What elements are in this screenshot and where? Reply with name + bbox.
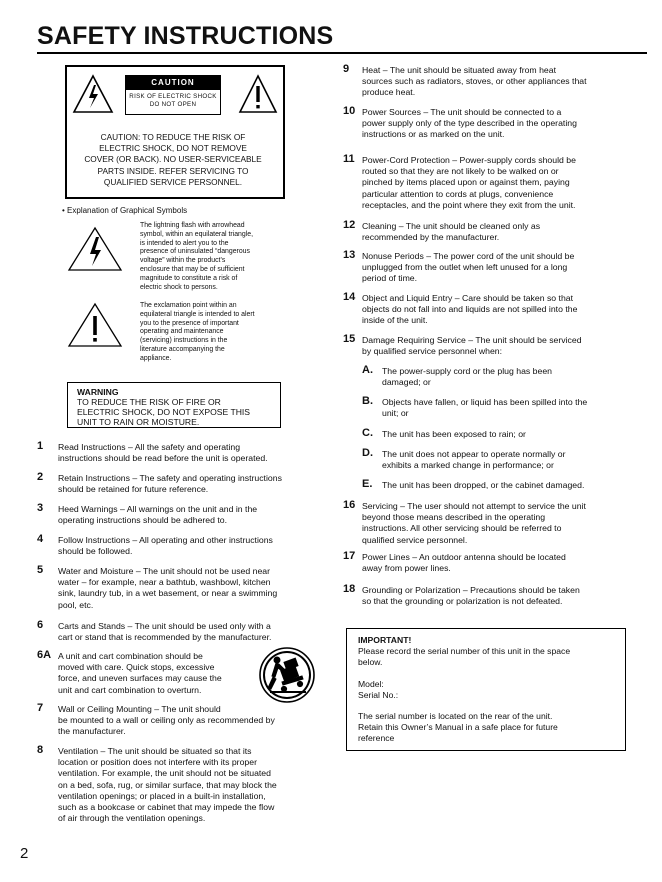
item-line: The unit has been dropped, or the cabinet damaged. (382, 480, 585, 490)
sub-item-letter: D. (362, 447, 373, 459)
item-text (58, 473, 282, 495)
item-text (58, 746, 277, 824)
item-line: Objects have fallen, or liquid has been spilled into the (382, 397, 588, 407)
caution-text (70, 132, 276, 188)
lightning-triangle-icon (67, 226, 123, 272)
warning-box (67, 382, 281, 428)
item-text (362, 335, 582, 357)
item-line: the manufacturer. (58, 726, 126, 737)
item-number: 10 (343, 105, 356, 117)
item-number: 2 (37, 471, 44, 483)
page-number: 2 (20, 845, 29, 862)
page-title: SAFETY INSTRUCTIONS (37, 22, 334, 50)
spacer (358, 700, 625, 711)
item-line: Damage Requiring Service – The unit should be serviced (362, 335, 582, 345)
item-line: moved with care. Quick stops, excessive (58, 662, 215, 673)
item-line: Read Instructions – All the safety and operating (58, 442, 241, 452)
item-line: pinched by items placed upon or against them, paying (362, 177, 570, 188)
item-line: should be retained for future reference. (58, 484, 209, 495)
item-number: 13 (343, 249, 356, 261)
item-number: 6A (37, 649, 52, 661)
item-line: Follow Instructions – All operating and other instructions (58, 535, 273, 545)
expl-line: (servicing) instructions in the (140, 337, 228, 345)
item-number: 8 (37, 744, 44, 756)
item-line: ventilation. For example, the unit should not be situated (58, 768, 271, 779)
item-line: so that the grounding or polarization is not defeated. (362, 596, 563, 607)
item-line: power supply only of the type described in the operating (362, 118, 577, 129)
item-line: The power-supply cord or the plug has been (382, 366, 552, 376)
sub-item-letter: A. (362, 364, 373, 376)
caution-sub-line: DO NOT OPEN (149, 101, 197, 108)
item-line: Cleaning – The unit should be cleaned only as (362, 221, 541, 231)
item-line: Water and Moisture – The unit should not be used near (58, 566, 271, 576)
item-line: damaged; or (382, 377, 431, 388)
item-text (58, 535, 273, 557)
warning-title: WARNING (77, 387, 119, 397)
item-text (58, 704, 275, 738)
item-line: by qualified service personnel when: (362, 346, 503, 357)
item-line: Carts and Stands – The unit should be used only with a (58, 621, 271, 631)
caution-line: CAUTION: TO REDUCE THE RISK OF (100, 132, 246, 142)
item-number: 14 (343, 291, 356, 303)
caution-label (125, 75, 221, 115)
item-line: sink, laundry tub, in a wet basement, or near a swimming (58, 588, 278, 599)
important-line: reference (358, 733, 395, 744)
item-line: The unit has been exposed to rain; or (382, 429, 526, 439)
item-number: 16 (343, 499, 356, 511)
item-line: unplugged from the outlet when left unused for a long (362, 262, 568, 273)
item-text (362, 107, 577, 141)
item-line: beyond those means described in the operating (362, 512, 546, 523)
item-line: such as a bookcase or cabinet that may impede the flow (58, 802, 275, 813)
item-text (362, 501, 586, 546)
expl-line: operating and maintenance (140, 328, 224, 336)
item-line: A unit and cart combination should be (58, 651, 203, 661)
item-line: Retain Instructions – The safety and operating instructions (58, 473, 282, 483)
expl-line: electric shock to persons. (140, 283, 218, 291)
item-line: objects do not fall into and liquids are not spilled into the (362, 304, 578, 315)
item-number: 5 (37, 564, 44, 576)
expl-line: literature accompanying the (140, 345, 225, 353)
item-line: Power-Cord Protection – Power-supply cords should be (362, 155, 576, 165)
item-number: 4 (37, 533, 44, 545)
warning-line: TO REDUCE THE RISK OF FIRE OR (77, 397, 221, 407)
item-line: on a bed, sofa, rug, or similar surface, that may block the (58, 779, 277, 790)
caution-line: PARTS INSIDE. REFER SERVICING TO (97, 165, 249, 176)
expl-line: voltage” within the product’s (140, 257, 226, 265)
sub-item-letter: E. (362, 478, 373, 490)
item-line: Ventilation – The unit should be situated so that its (58, 746, 252, 756)
item-text (362, 65, 587, 99)
important-line: The serial number is located on the rear of the unit. (358, 711, 553, 722)
item-line: instructions or as marked on the unit. (362, 129, 505, 140)
important-line: Retain this Owner’s Manual in a safe place for future (358, 722, 558, 733)
sub-item-letter: C. (362, 427, 373, 439)
item-line: Wall or Ceiling Mounting – The unit should (58, 704, 221, 714)
item-line: ventilation openings; or placed in a built-in installation, (58, 790, 266, 801)
item-text (58, 651, 222, 696)
item-line: away from power lines. (362, 563, 451, 574)
spacer (358, 668, 625, 679)
item-line: operating instructions should be adhered to. (58, 515, 228, 526)
item-text (58, 504, 257, 526)
item-text (58, 621, 271, 643)
item-number: 6 (37, 619, 44, 631)
item-line: particular attention to cords at plugs, convenience (362, 188, 554, 199)
item-line: unit; or (382, 408, 409, 419)
item-line: sources such as radiators, stoves, or other appliances that (362, 76, 587, 87)
exclamation-triangle-icon (67, 302, 123, 348)
item-line: location or position does not interfere with its proper (58, 757, 257, 768)
item-line: water – for example, near a bathtub, washbowl, kitchen (58, 577, 271, 588)
item-number: 17 (343, 550, 356, 562)
serial-label: Serial No.: (358, 689, 399, 700)
sub-item-text (382, 397, 587, 419)
item-line: force, and uneven surfaces may cause the (58, 673, 222, 684)
caution-line: COVER (OR BACK). NO USER-SERVICEABLE (84, 154, 262, 165)
caution-line: ELECTRIC SHOCK, DO NOT REMOVE (99, 143, 247, 154)
item-text (362, 552, 566, 574)
lightning-warning-icon (72, 74, 114, 114)
item-line: cart or stand that is recommended by the manufacturer. (58, 632, 272, 643)
sub-item-text (382, 366, 552, 388)
item-line: unit and cart combination to overturn. (58, 684, 202, 695)
item-text (362, 251, 574, 285)
item-number: 15 (343, 333, 356, 345)
important-box (346, 628, 626, 751)
lightning-explanation (140, 222, 253, 292)
item-number: 11 (343, 153, 355, 165)
expl-line: symbol, within an equilateral triangle, (140, 230, 253, 238)
item-line: routed so that they are not likely to be walked on or (362, 166, 559, 177)
item-line: The unit does not appear to operate normally or (382, 449, 566, 459)
item-text (58, 442, 268, 464)
item-line: period of time. (362, 273, 418, 284)
item-line: Heat – The unit should be situated away from heat (362, 65, 556, 75)
item-line: recommended by the manufacturer. (362, 232, 500, 243)
item-line: pool, etc. (58, 599, 94, 610)
item-line: Heed Warnings – All warnings on the unit and in the (58, 504, 258, 514)
item-line: Servicing – The user should not attempt to service the unit (362, 501, 586, 511)
warning-line: UNIT TO RAIN OR MOISTURE. (77, 417, 200, 427)
item-line: Power Lines – An outdoor antenna should be located (362, 552, 566, 562)
expl-line: presence of uninsulated “dangerous (140, 248, 250, 256)
item-line: receptacles, and the point where they exit from the unit. (362, 199, 576, 210)
item-line: be mounted to a wall or ceiling only as recommended by (58, 715, 275, 726)
symbols-heading-text: Explanation of Graphical Symbols (67, 206, 188, 215)
caution-sub-line: RISK OF ELECTRIC SHOCK (129, 93, 217, 100)
item-line: Nonuse Periods – The power cord of the unit should be (362, 251, 575, 261)
caution-subtext (126, 90, 220, 109)
item-number: 9 (343, 63, 350, 75)
sub-item-letter: B. (362, 395, 373, 407)
item-number: 1 (37, 440, 44, 452)
item-line: Grounding or Polarization – Precautions should be taken (362, 585, 580, 595)
item-text (362, 585, 580, 607)
caution-line: QUALIFIED SERVICE PERSONNEL. (103, 176, 243, 187)
item-line: qualified service personnel. (362, 534, 468, 545)
sub-item-text (382, 449, 566, 471)
item-text (362, 155, 576, 211)
expl-line: is intended to alert you to the (140, 239, 229, 247)
item-line: Power Sources – The unit should be connected to a (362, 107, 562, 117)
expl-line: enclosure that may be of sufficient (140, 265, 245, 273)
model-label: Model: (358, 678, 384, 689)
expl-line: you to the presence of important (140, 319, 239, 327)
item-line: Object and Liquid Entry – Care should be taken so that (362, 293, 574, 303)
title-rule (37, 52, 647, 54)
important-line: Please record the serial number of this unit in the space (358, 645, 571, 656)
sub-item-text (382, 480, 584, 491)
sub-item-text (382, 429, 526, 440)
item-number: 3 (37, 502, 44, 514)
item-line: instructions. All other servicing should be referred to (362, 523, 562, 534)
item-line: inside of the unit. (362, 315, 428, 326)
item-text (362, 293, 577, 327)
exclamation-explanation (140, 302, 255, 364)
caution-header: CAUTION (126, 76, 220, 90)
important-title: IMPORTANT! (358, 635, 412, 645)
item-line: should be followed. (58, 546, 133, 557)
item-text (362, 221, 540, 243)
expl-line: The lightning flash with arrowhead (140, 222, 245, 229)
item-number: 7 (37, 702, 44, 714)
item-line: produce heat. (362, 87, 416, 98)
expl-line: magnitude to constitute a risk of (140, 274, 238, 282)
cart-tipover-icon (258, 646, 316, 704)
expl-line: The exclamation point within an (140, 302, 237, 309)
item-text (58, 566, 277, 611)
item-number: 18 (343, 583, 356, 595)
expl-line: equilateral triangle is intended to alert (140, 310, 255, 318)
item-line: instructions should be read before the unit is operated. (58, 453, 268, 464)
expl-line: appliance. (140, 354, 172, 362)
exclamation-warning-icon (238, 74, 278, 114)
item-line: exhibits a marked change in performance; or (382, 460, 554, 471)
item-number: 12 (343, 219, 356, 231)
warning-line: ELECTRIC SHOCK, DO NOT EXPOSE THIS (77, 407, 251, 417)
item-line: of air through the ventilation openings. (58, 813, 206, 824)
important-line: below. (358, 656, 383, 667)
symbols-heading: • Explanation of Graphical Symbols (62, 206, 188, 215)
